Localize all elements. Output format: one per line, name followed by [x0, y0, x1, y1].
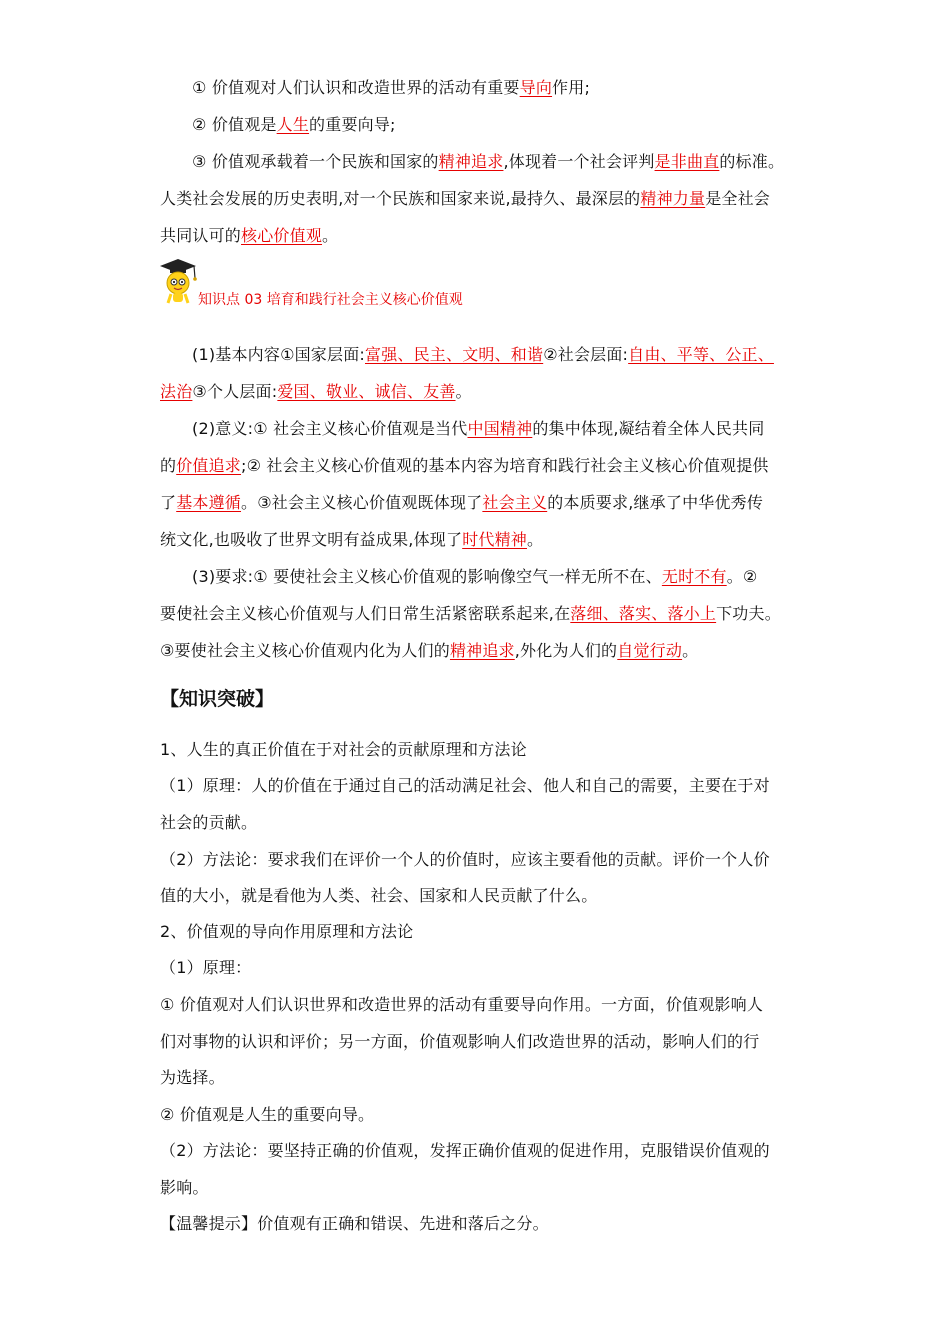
highlight: 精神追求 — [449, 641, 515, 660]
highlight: 无时不有 — [661, 567, 727, 586]
breakthrough-line: ② 价值观是人生的重要向导。 — [160, 1105, 375, 1124]
significance-line — [192, 419, 764, 439]
breakthrough-line: 们对事物的认识和评价；另一方面，价值观影响人们改造世界的活动，影响人们的行 — [160, 1032, 760, 1051]
highlight: 爱国、敬业、诚信、友善 — [277, 382, 456, 401]
text: 是全社会 — [705, 189, 770, 208]
text: 作用; — [552, 78, 591, 97]
requirement-line — [192, 567, 757, 587]
highlight: 中国精神 — [467, 419, 533, 438]
text: 共同认可的 — [160, 226, 242, 245]
knowledge-point-title: 知识点 03 培育和践行社会主义核心价值观 — [198, 292, 463, 308]
text: ① 价值观对人们认识和改造世界的活动有重要 — [192, 78, 520, 97]
tip-line: 【温馨提示】价值观有正确和错误、先进和落后之分。 — [160, 1214, 549, 1233]
mascot-scholar-icon — [156, 256, 200, 306]
text: 下功夫。 — [716, 604, 781, 623]
significance-line — [160, 456, 769, 476]
text: (3)要求:① 要使社会主义核心价值观的影响像空气一样无所不在、 — [192, 567, 662, 586]
text: 。 — [682, 641, 699, 660]
highlight: 精神力量 — [640, 189, 706, 208]
text: 。 — [527, 530, 544, 549]
text: ,外化为人们的 — [514, 641, 618, 660]
text: 的重要向导; — [309, 115, 396, 134]
text: 。② — [726, 567, 758, 586]
breakthrough-line: （1）原理： — [160, 958, 252, 977]
text: 的 — [160, 456, 177, 475]
text: (2)意义:① 社会主义核心价值观是当代 — [192, 419, 468, 438]
text: ②社会层面: — [543, 345, 629, 364]
requirement-line — [160, 604, 781, 624]
text: 统文化,也吸收了世界文明有益成果,体现了 — [160, 530, 463, 549]
content-line — [192, 345, 774, 365]
highlight: 自觉行动 — [617, 641, 683, 660]
text: ③ 价值观承载着一个民族和国家的 — [192, 152, 439, 171]
breakthrough-line: ① 价值观对人们认识世界和改造世界的活动有重要导向作用。一方面，价值观影响人 — [160, 995, 764, 1014]
highlight: 时代精神 — [462, 530, 527, 549]
highlight: 落细、落实、落小上 — [570, 604, 717, 623]
text: 了 — [160, 493, 177, 512]
breakthrough-line: 2、价值观的导向作用原理和方法论 — [160, 922, 414, 941]
breakthrough-line: 影响。 — [160, 1178, 209, 1197]
text: ② 价值观是 — [192, 115, 277, 134]
text: 要使社会主义核心价值观与人们日常生活紧密联系起来,在 — [160, 604, 571, 623]
value-life-line — [192, 115, 396, 135]
text: 。 — [322, 226, 339, 245]
text: ;② 社会主义核心价值观的基本内容为培育和践行社会主义核心价值观提供 — [241, 456, 769, 475]
text: ③个人层面: — [192, 382, 278, 401]
highlight: 精神追求 — [438, 152, 504, 171]
text: 。③社会主义核心价值观既体现了 — [241, 493, 483, 512]
content-line — [160, 382, 472, 402]
significance-line — [160, 493, 763, 513]
highlight: 社会主义 — [482, 493, 548, 512]
history-line — [160, 189, 770, 209]
text: (1)基本内容①国家层面: — [192, 345, 365, 364]
value-guide-line — [192, 78, 590, 98]
highlight: 法治 — [160, 382, 193, 401]
text: 人类社会发展的历史表明,对一个民族和国家来说,最持久、最深层的 — [160, 189, 641, 208]
text: 。 — [455, 382, 472, 401]
breakthrough-line: 社会的贡献。 — [160, 813, 258, 832]
text: 的标准。 — [719, 152, 785, 171]
breakthrough-line: （2）方法论：要求我们在评价一个人的价值时，应该主要看他的贡献。评价一个人价 — [160, 850, 770, 869]
highlight: 价值追求 — [176, 456, 242, 475]
text: ,体现着一个社会评判 — [503, 152, 655, 171]
highlight: 富强、民主、文明、和谐 — [365, 345, 544, 364]
highlight: 基本遵循 — [176, 493, 242, 512]
requirement-line — [160, 641, 698, 661]
breakthrough-line: 1、人生的真正价值在于对社会的贡献原理和方法论 — [160, 740, 527, 759]
highlight: 核心价值观 — [241, 226, 323, 245]
significance-line — [160, 530, 543, 550]
highlight: 是非曲直 — [654, 152, 720, 171]
breakthrough-line: （1）原理：人的价值在于通过自己的活动满足社会、他人和自己的需要，主要在于对 — [160, 776, 770, 795]
text: ③要使社会主义核心价值观内化为人们的 — [160, 641, 450, 660]
highlight: 导向 — [519, 78, 553, 97]
text: 的本质要求,继承了中华优秀传 — [547, 493, 764, 512]
highlight: 人生 — [276, 115, 310, 134]
section-heading: 【知识突破】 — [160, 688, 275, 710]
value-spirit-line — [192, 152, 784, 172]
breakthrough-line: 值的大小，就是看他为人类、社会、国家和人民贡献了什么。 — [160, 886, 598, 905]
breakthrough-line: 为选择。 — [160, 1068, 225, 1087]
breakthrough-line: （2）方法论：要坚持正确的价值观，发挥正确价值观的促进作用，克服错误价值观的 — [160, 1141, 770, 1160]
core-value-line — [160, 226, 338, 246]
text: 的集中体现,凝结着全体人民共同 — [532, 419, 765, 438]
highlight: 自由、平等、公正、 — [628, 345, 774, 364]
